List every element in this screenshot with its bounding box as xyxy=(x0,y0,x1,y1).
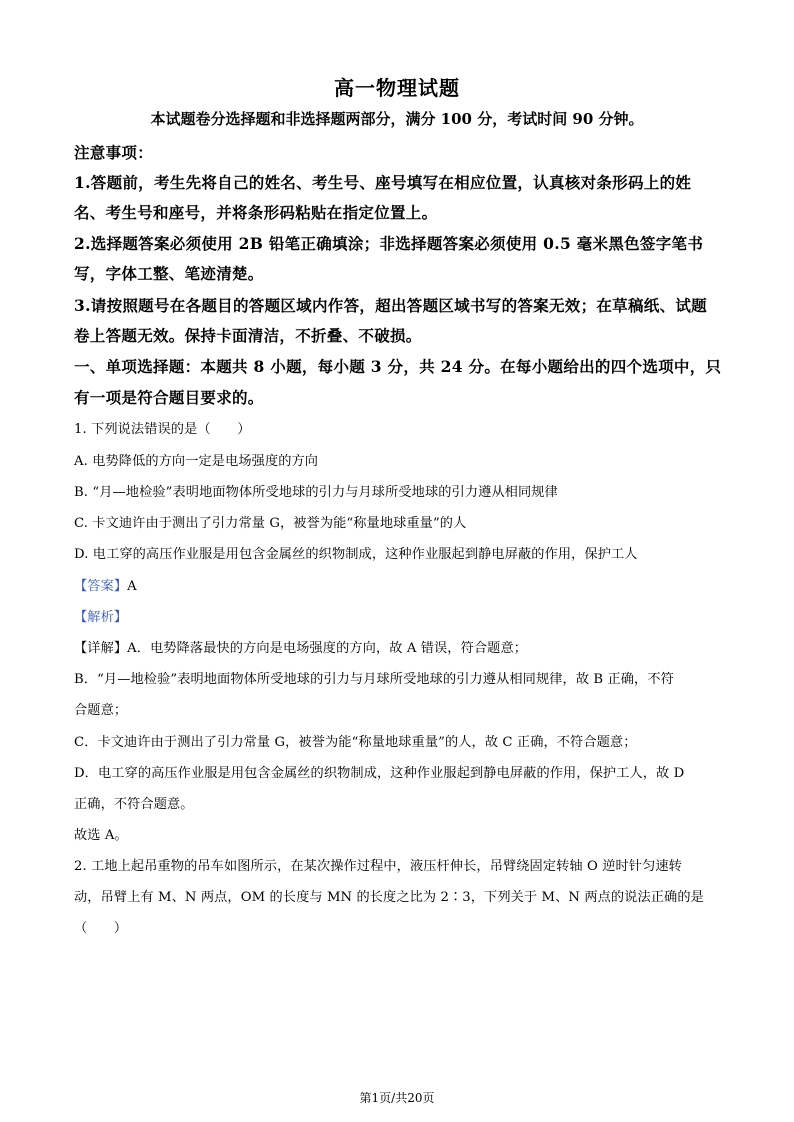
q1-detail-line-7: 故选 A。 xyxy=(74,828,128,843)
notice-line-4: 写，字体工整、笔迹清楚。 xyxy=(74,264,264,283)
q2-line-2: 动，吊臂上有 M、N 两点，OM 的长度与 MN 的长度之比为 2∶3，下列关于 M、N 两点的说法正确的是 xyxy=(74,890,704,905)
section-heading-line-1: 一、单项选择题：本题共 8 小题，每小题 3 分，共 24 分。在每小题给出的四个选项中，只 xyxy=(74,357,722,376)
q1-detail-line-1 xyxy=(74,639,724,659)
q1-detail-line-5: D．电工穿的高压作业服是用包含金属丝的织物制成，这种作业服起到静电屏蔽的作用，保护工人，故 D xyxy=(74,766,685,781)
q1-detail-line-4: C．卡文迪许由于测出了引力常量 G，被誉为能“称量地球重量”的人，故 C 正确，不符合题意； xyxy=(74,735,637,750)
q1-stem: 1. 下列说法错误的是（ ） xyxy=(74,422,251,437)
answer-tag: 【答案】 xyxy=(74,579,128,594)
q1-option-c: C. 卡文迪许由于测出了引力常量 G，被誉为能“称量地球重量”的人 xyxy=(74,516,467,531)
q2-line-3: （ ） xyxy=(74,921,128,936)
exam-subtitle: 本试题卷分选择题和非选择题两部分，满分 100 分，考试时间 90 分钟。 xyxy=(150,110,644,128)
section-heading-line-2: 有一项是符合题目要求的。 xyxy=(74,388,264,407)
notice-line-2: 名、考生号和座号，并将条形码粘贴在指定位置上。 xyxy=(74,203,438,222)
detail-text-a: A．电势降落最快的方向是电场强度的方向，故 A 错误，符合题意； xyxy=(127,641,528,656)
detail-tag: 【详解】 xyxy=(74,641,128,656)
q1-detail-line-6: 正确，不符合题意。 xyxy=(74,797,194,812)
notice-line-1: 1.答题前，考生先将自己的姓名、考生号、座号填写在相应位置，认真核对条形码上的姓 xyxy=(74,173,692,192)
exam-title: 高一物理试题 xyxy=(334,76,460,100)
analysis-tag: 【解析】 xyxy=(74,610,128,625)
page-number: 第1页/共20页 xyxy=(359,1091,435,1105)
q2-line-1: 2. 工地上起吊重物的吊车如图所示，在某次操作过程中，液压杆伸长，吊臂绕固定转轴 O 逆时针匀速转 xyxy=(74,859,682,874)
q1-option-d: D. 电工穿的高压作业服是用包含金属丝的织物制成，这种作业服起到静电屏蔽的作用，保护工人 xyxy=(74,547,638,562)
q1-analysis-tag xyxy=(74,608,724,628)
q1-detail-line-2: B．“月—地检验”表明地面物体所受地球的引力与月球所受地球的引力遵从相同规律，故 B 正确，不符 xyxy=(74,672,674,687)
q1-answer xyxy=(74,577,724,597)
answer-value: A xyxy=(127,579,137,594)
q1-option-a: A. 电势降低的方向一定是电场强度的方向 xyxy=(74,454,319,469)
q1-detail-line-3: 合题意； xyxy=(74,703,128,718)
notice-line-3: 2.选择题答案必须使用 2B 铅笔正确填涂；非选择题答案必须使用 0.5 毫米黑色签字笔书 xyxy=(74,234,704,253)
q1-option-b: B. “月—地检验”表明地面物体所受地球的引力与月球所受地球的引力遵从相同规律 xyxy=(74,485,558,500)
notice-line-5: 3.请按照题号在各题目的答题区域内作答，超出答题区域书写的答案无效；在草稿纸、试题 xyxy=(74,296,707,315)
notice-heading: 注意事项： xyxy=(74,143,154,162)
notice-line-6: 卷上答题无效。保持卡面清洁，不折叠、不破损。 xyxy=(74,326,422,345)
